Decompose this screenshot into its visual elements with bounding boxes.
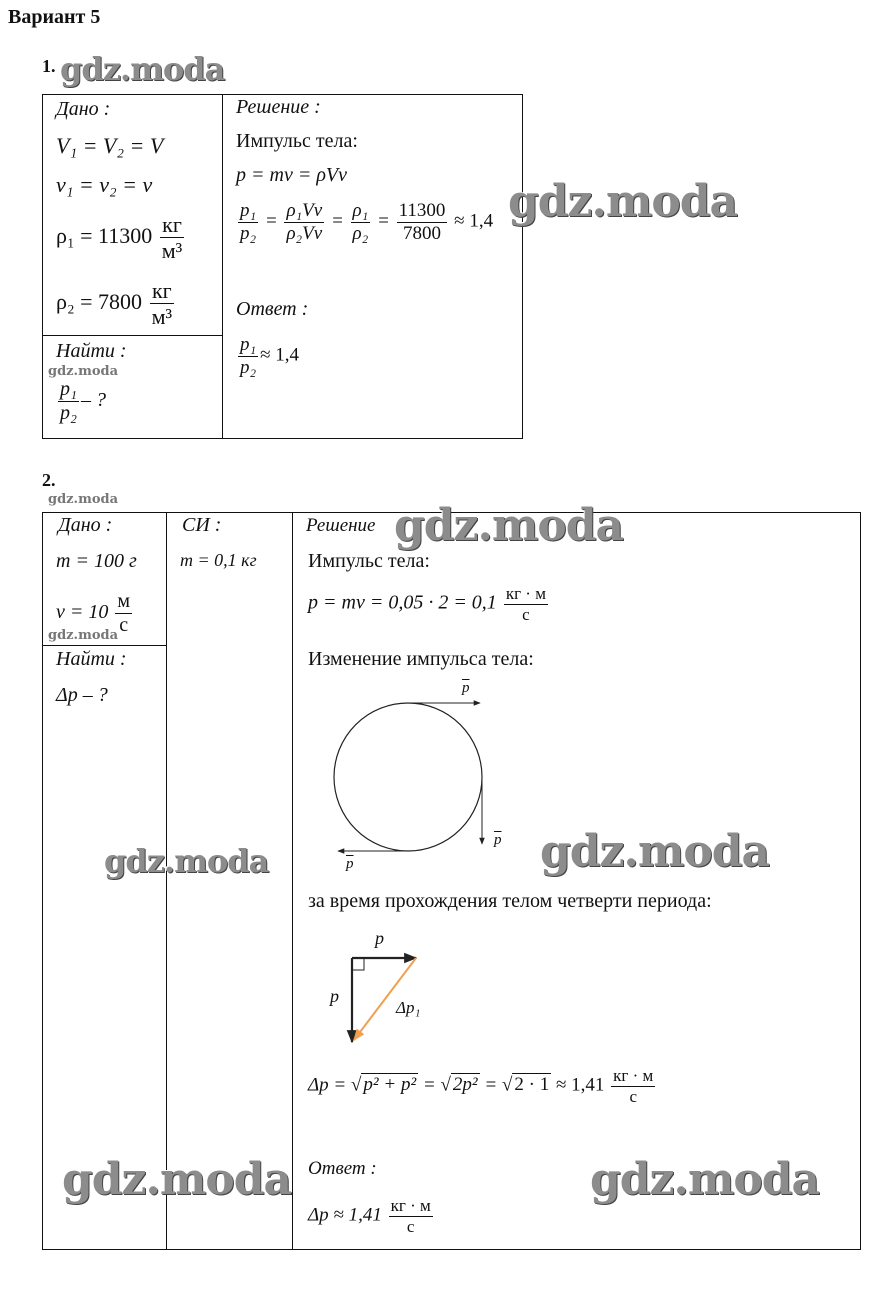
impulse-formula <box>308 584 550 624</box>
ratio-numerator: 11300 <box>398 200 446 221</box>
watermark: gdz.moda <box>540 826 770 877</box>
answer-value <box>308 1196 435 1236</box>
given-label: Дано : <box>58 514 113 536</box>
unit-denominator: с <box>119 614 129 636</box>
unit-denominator: м³ <box>161 238 183 264</box>
ratio-numerator: ρ₁Vv <box>286 200 323 221</box>
density-value: ρ₂ = 7800 <box>56 288 143 314</box>
unit-denominator: с <box>629 1086 637 1106</box>
ratio <box>238 200 258 245</box>
answer-label: Ответ : <box>308 1158 377 1179</box>
unit-numerator: м <box>117 590 131 612</box>
unit-numerator: кг <box>151 278 172 303</box>
formula-sqrt: 2 · 1 <box>514 1074 550 1096</box>
watermark: gdz.moda <box>48 492 119 507</box>
right-angle-mark <box>352 958 364 970</box>
si-label: СИ : <box>182 514 222 536</box>
find-ratio <box>58 378 79 425</box>
quarter-text: за время прохождения телом четверти периода: <box>308 890 712 912</box>
watermark: gdz.moda <box>508 176 738 227</box>
formula-part: Δp = <box>308 1074 351 1096</box>
change-text: Изменение импульса тела: <box>308 648 534 670</box>
ratio <box>284 200 324 245</box>
given-mass: m = 100 г <box>56 550 137 572</box>
ratio-denominator: p₂ <box>240 356 257 378</box>
density-unit <box>160 212 185 264</box>
ratio-numerator: ρ₁ <box>352 200 369 221</box>
unit-denominator: с <box>406 1216 415 1236</box>
given-volume: V₁ = V₂ = V <box>56 133 164 158</box>
given-label: Дано : <box>56 98 111 120</box>
impulse-text: Импульс тела: <box>236 130 358 152</box>
find-value <box>56 378 106 425</box>
ratio-denominator: ρ₂Vv <box>286 222 323 244</box>
given-density-1 <box>56 212 186 264</box>
ratio-result: ≈ 1,4 <box>454 210 494 232</box>
impulse-text: Импульс тела: <box>308 550 430 572</box>
vector-label: $\overline{p}$ <box>494 832 502 848</box>
circle-diagram <box>320 674 520 864</box>
formula-part: = <box>418 1074 441 1096</box>
mass-si: m = 0,1 кг <box>180 550 257 570</box>
ratio-numerator: p₁ <box>240 334 257 355</box>
impulse-unit <box>504 584 548 624</box>
solution-label: Решение <box>306 515 376 536</box>
impulse-formula: p = mv = ρVv <box>236 164 348 186</box>
vector-label: p <box>375 928 384 948</box>
find-label: Найти : <box>56 340 127 362</box>
page-title: Вариант 5 <box>8 6 101 28</box>
watermark: gdz.moda <box>590 1154 820 1205</box>
watermark: gdz.moda <box>48 628 119 643</box>
problem1-number: 1. <box>42 56 56 76</box>
vector-label: $\overline{p}$ <box>346 856 354 872</box>
watermark: gdz.moda <box>62 1154 292 1205</box>
ratio <box>397 200 448 245</box>
formula-result: ≈ 1,41 <box>551 1074 605 1096</box>
solution-label: Решение : <box>236 96 321 118</box>
find-suffix: – ? <box>80 389 106 412</box>
watermark: gdz.moda <box>48 364 119 379</box>
table-divider <box>222 94 223 439</box>
delta-formula: Δp = √ p² + p² = √ 2p² = √ 2 · 1 ≈ 1,41 $\frac{кг \cdot м}{с}$ <box>308 1066 654 1106</box>
circle-trajectory <box>334 703 482 851</box>
speed-value: v = 10 <box>56 601 109 624</box>
table-divider <box>42 335 223 336</box>
find-label: Найти : <box>56 648 127 670</box>
problem2-number: 2. <box>42 470 56 490</box>
unit-denominator: м³ <box>151 304 173 330</box>
delta-p1-label: Δp₁ <box>396 998 421 1017</box>
ratio-denominator: ρ₂ <box>352 222 369 244</box>
ratio-numerator: p₁ <box>240 200 257 221</box>
unit-numerator: кг · м <box>390 1196 431 1215</box>
unit-denominator: с <box>522 604 530 624</box>
watermark: gdz.moda <box>394 500 624 551</box>
vector-label: $\overline{p}$ <box>462 680 470 696</box>
find-value: Δp – ? <box>56 684 108 706</box>
delta-unit <box>611 1066 655 1106</box>
watermark: gdz.moda <box>60 50 225 88</box>
watermark: gdz.moda <box>104 842 269 880</box>
ratio-formula: $\frac{\text{p₁}}{\text{p₂}}$ = $\frac{\text{ρ₁Vv}}{\text{ρ₂Vv}}$ = $\frac{\text{ρ₁}}{\text{ρ₂}}$ = $\frac{11300}{7800}$ ≈ 1,4 <box>240 200 494 244</box>
formula-sqrt: 2p² <box>452 1074 478 1096</box>
table-divider <box>166 512 167 1250</box>
density-unit <box>150 278 175 330</box>
answer-result: ≈ 1,4 <box>260 344 300 366</box>
vector-triangle <box>330 944 440 1054</box>
ratio-denominator: p₂ <box>240 222 257 244</box>
ratio-denominator: p₂ <box>60 402 77 424</box>
ratio-denominator: 7800 <box>402 222 441 244</box>
answer-ratio <box>238 334 258 379</box>
ratio <box>351 200 371 245</box>
vector-label: p <box>330 986 339 1006</box>
answer-label: Ответ : <box>236 298 309 320</box>
given-density-2 <box>56 278 176 330</box>
table-divider <box>292 512 293 1250</box>
answer-unit <box>389 1196 433 1236</box>
formula-part: = <box>479 1074 502 1096</box>
density-value: ρ₁ = 11300 <box>56 222 153 248</box>
impulse-expression: p = mv = 0,05 · 2 = 0,1 <box>308 591 497 614</box>
unit-numerator: кг <box>162 212 182 237</box>
ratio-numerator: p₁ <box>60 378 77 400</box>
formula-sqrt: p² + p² <box>363 1074 417 1096</box>
unit-numerator: кг · м <box>613 1066 654 1085</box>
table-divider <box>42 645 167 646</box>
answer-value <box>236 334 299 379</box>
answer-expression: Δp ≈ 1,41 <box>308 1204 382 1226</box>
unit-numerator: кг · м <box>505 584 546 603</box>
given-speed: v₁ = v₂ = v <box>56 172 153 197</box>
